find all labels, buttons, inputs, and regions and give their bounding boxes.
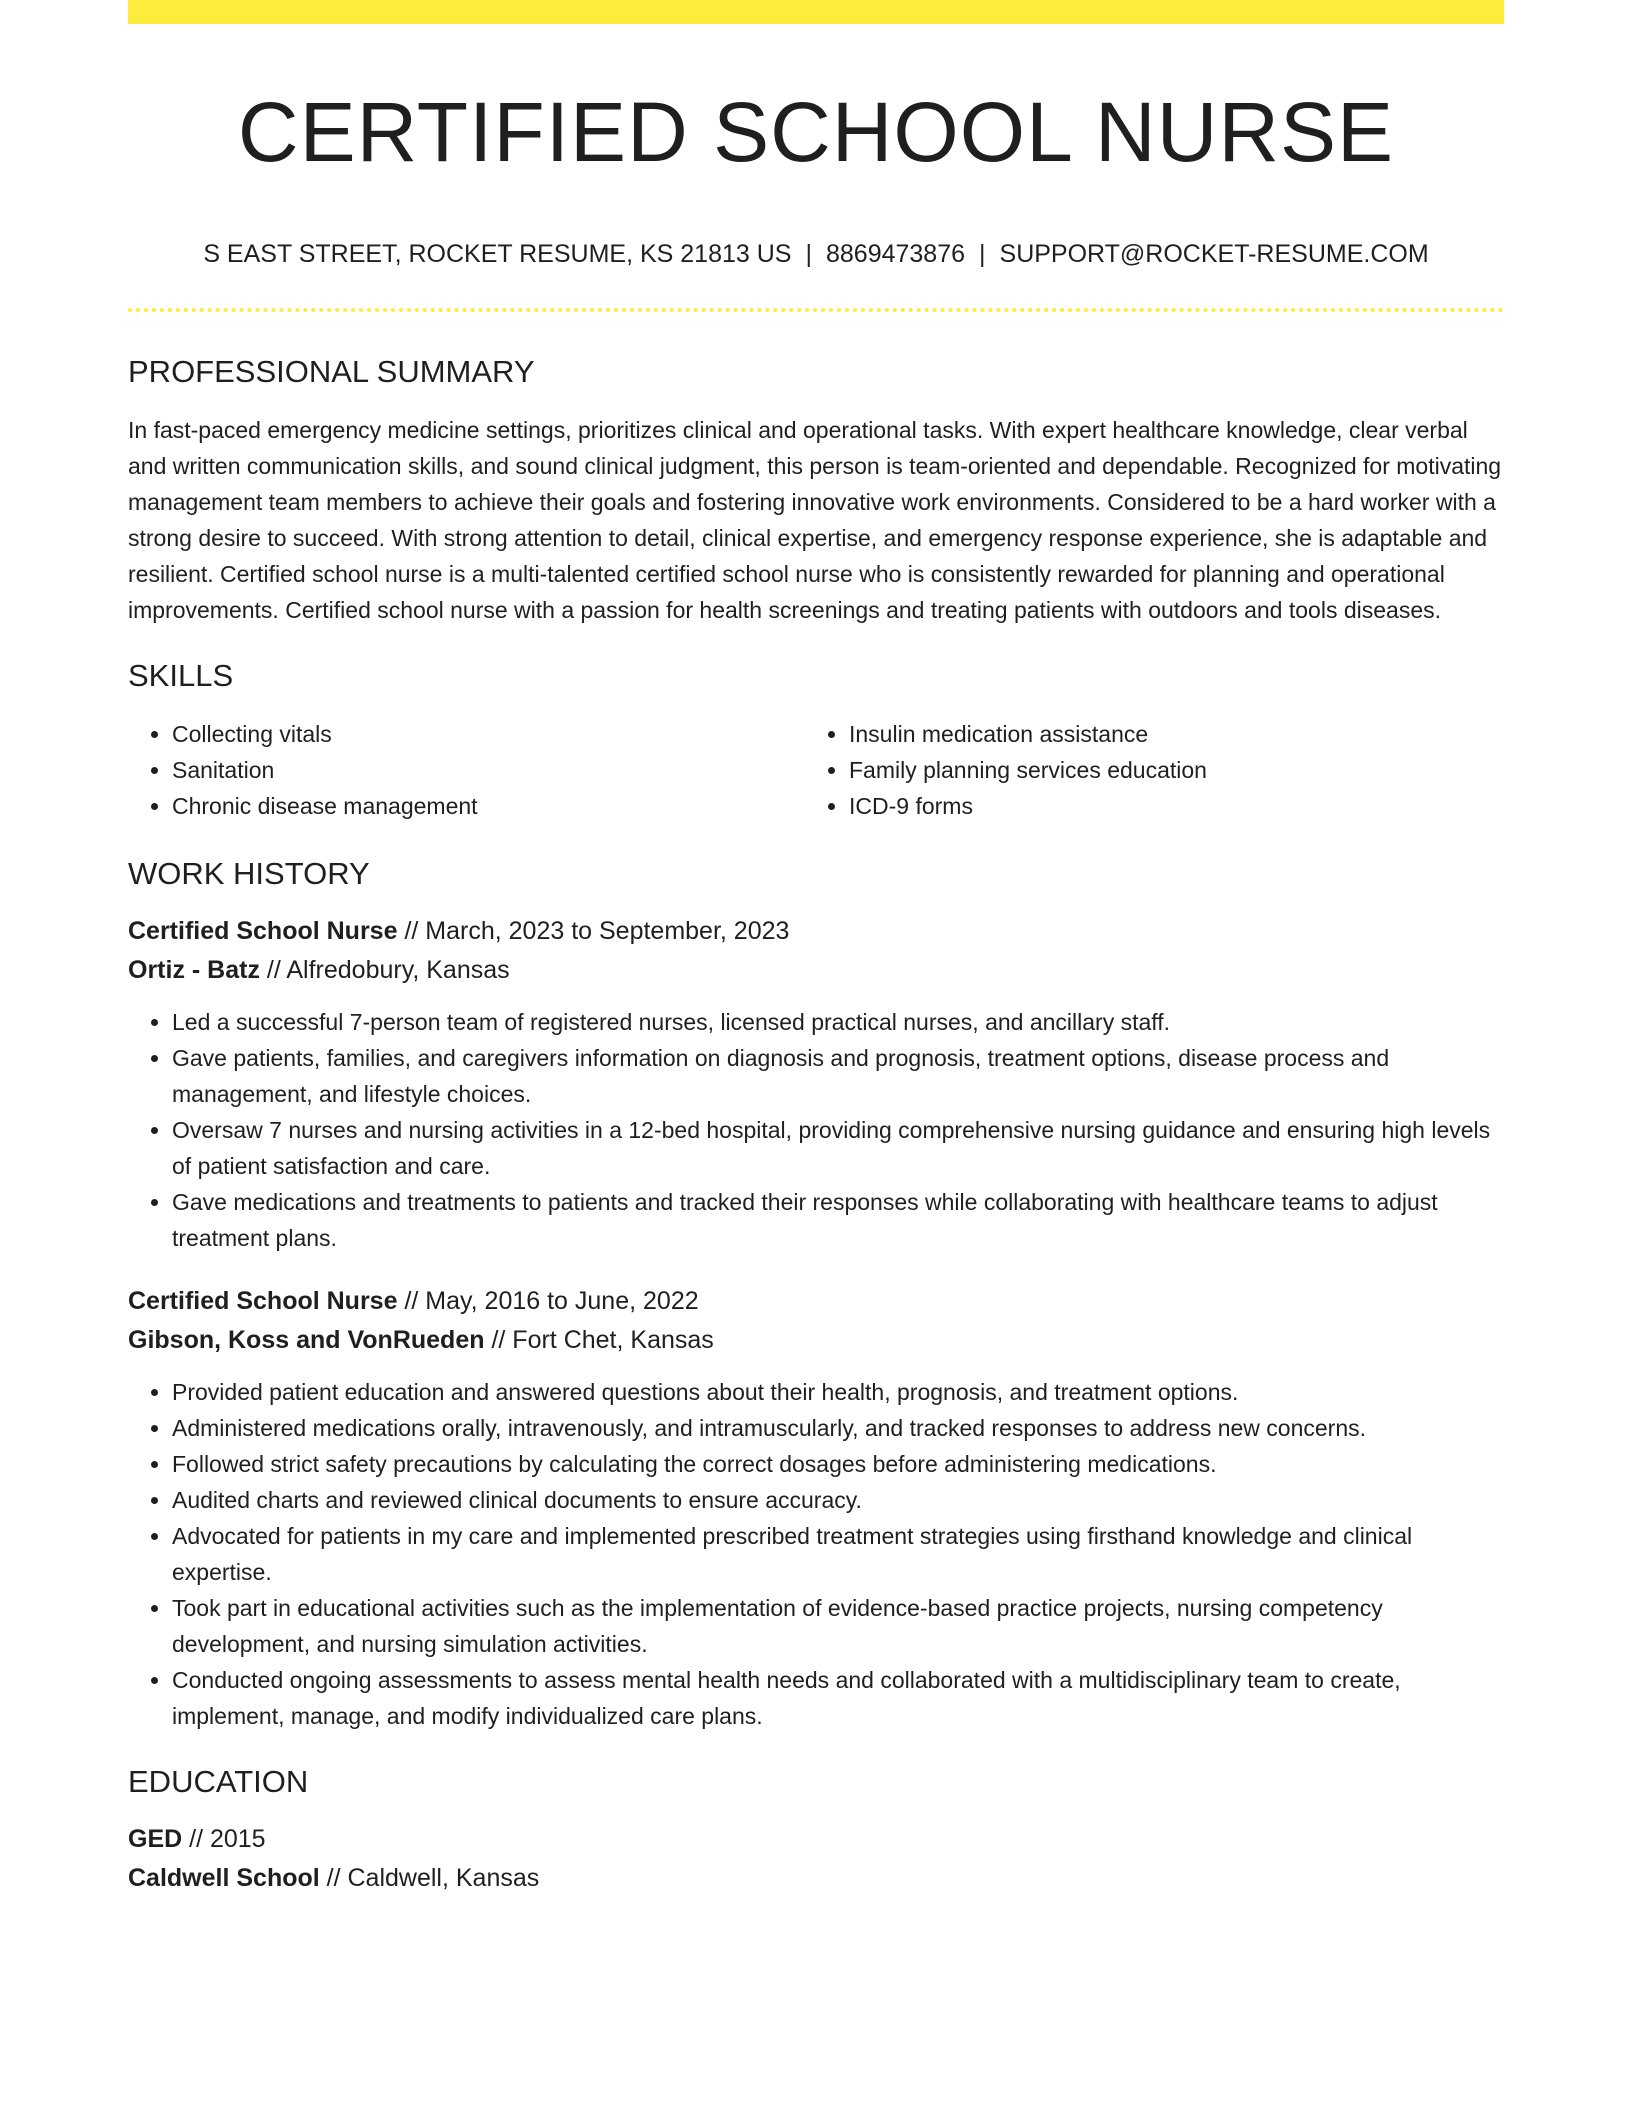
- job-role-line: [128, 1282, 1504, 1321]
- job-bullet: • Audited charts and reviewed clinical documents to ensure accuracy.: [172, 1482, 1504, 1518]
- skills-column-left: [128, 716, 805, 824]
- job-bullets: [128, 1004, 1504, 1256]
- contact-email[interactable]: SUPPORT@ROCKET-RESUME.COM: [999, 240, 1429, 268]
- contact-phone[interactable]: 8869473876: [825, 240, 966, 268]
- section-title-summary: PROFESSIONAL SUMMARY: [128, 354, 535, 389]
- job-role-line: [128, 912, 1504, 951]
- job-employer: Ortiz - Batz: [128, 956, 260, 984]
- section-title-skills: SKILLS: [128, 658, 234, 693]
- job-bullet: • Advocated for patients in my care and implemented prescribed treatment strategies using firsthand knowledge and clinical expertise.: [172, 1518, 1504, 1590]
- skills-list: [128, 716, 1504, 824]
- job-dates: // May, 2016 to June, 2022: [397, 1287, 699, 1315]
- education-degree: GED: [128, 1825, 183, 1853]
- skills-column-right: [805, 716, 1482, 824]
- summary-text: In fast-paced emergency medicine settings, prioritizes clinical and operational tasks. With expert healthcare knowledge, clear verbal and written communication skills, and sound clinical judgment, this person is team-oriented and dependable. Recognized for motivating management team members to achieve their goals and fostering innovative work environments. Considered to be a hard worker with a strong desire to succeed. With strong attention to detail, clinical expertise, and emergency response experience, she is adaptable and resilient. Certified school nurse is a multi-talented certified school nurse who is consistently rewarded for planning and operational improvements. Certified school nurse with a passion for health screenings and treating patients with outdoors and tools diseases.: [128, 417, 1502, 623]
- skill-item: • ICD-9 forms: [849, 788, 1482, 824]
- section-title-work-history: WORK HISTORY: [128, 856, 370, 891]
- education-location: // Caldwell, Kansas: [319, 1864, 540, 1892]
- contact-separator: |: [805, 240, 812, 268]
- job-bullet: • Led a successful 7-person team of registered nurses, licensed practical nurses, and ancillary staff.: [172, 1004, 1504, 1040]
- job-bullet: • Followed strict safety precautions by calculating the correct dosages before administering medications.: [172, 1446, 1504, 1482]
- job-bullets: [128, 1374, 1504, 1734]
- job-bullet: • Gave medications and treatments to patients and tracked their responses while collaborating with healthcare teams to adjust treatment plans.: [172, 1184, 1504, 1256]
- job-location: // Fort Chet, Kansas: [484, 1326, 714, 1354]
- contact-separator: |: [979, 240, 986, 268]
- job-employer-line: [128, 1321, 1504, 1360]
- contact-line: [128, 238, 1504, 270]
- education-degree-line: [128, 1820, 1504, 1859]
- skill-item: • Insulin medication assistance: [849, 716, 1482, 752]
- job-bullet: • Provided patient education and answered questions about their health, prognosis, and treatment options.: [172, 1374, 1504, 1410]
- resume-page: [128, 0, 1504, 1898]
- education-school: Caldwell School: [128, 1864, 320, 1892]
- job-bullet: • Oversaw 7 nurses and nursing activities in a 12-bed hospital, providing comprehensive nursing guidance and ensuring high levels of patient satisfaction and care.: [172, 1112, 1504, 1184]
- skill-item: • Family planning services education: [849, 752, 1482, 788]
- job-bullet: • Conducted ongoing assessments to assess mental health needs and collaborated with a multidisciplinary team to create, implement, manage, and modify individualized care plans.: [172, 1662, 1504, 1734]
- job-role: Certified School Nurse: [128, 1287, 398, 1315]
- job-bullet: • Took part in educational activities such as the implementation of evidence-based practice projects, nursing competency development, and nursing simulation activities.: [172, 1590, 1504, 1662]
- education-year: // 2015: [182, 1825, 266, 1853]
- skill-item: • Collecting vitals: [172, 716, 805, 752]
- job-dates: // March, 2023 to September, 2023: [397, 917, 790, 945]
- contact-address: S EAST STREET, ROCKET RESUME, KS 21813 US: [203, 240, 792, 268]
- job-bullet: • Gave patients, families, and caregivers information on diagnosis and prognosis, treatment options, disease process and management, and lifestyle choices.: [172, 1040, 1504, 1112]
- job-role: Certified School Nurse: [128, 917, 398, 945]
- skill-item: • Sanitation: [172, 752, 805, 788]
- section-title-education: EDUCATION: [128, 1764, 309, 1799]
- job-bullet: • Administered medications orally, intravenously, and intramuscularly, and tracked responses to address new concerns.: [172, 1410, 1504, 1446]
- job-location: // Alfredobury, Kansas: [259, 956, 510, 984]
- resume-name: CERTIFIED SCHOOL NURSE: [237, 85, 1395, 179]
- education-school-line: [128, 1859, 1504, 1898]
- dotted-divider: [128, 308, 1504, 312]
- accent-top-bar: [128, 0, 1504, 24]
- job-employer: Gibson, Koss and VonRueden: [128, 1326, 485, 1354]
- job-employer-line: [128, 951, 1504, 990]
- skill-item: • Chronic disease management: [172, 788, 805, 824]
